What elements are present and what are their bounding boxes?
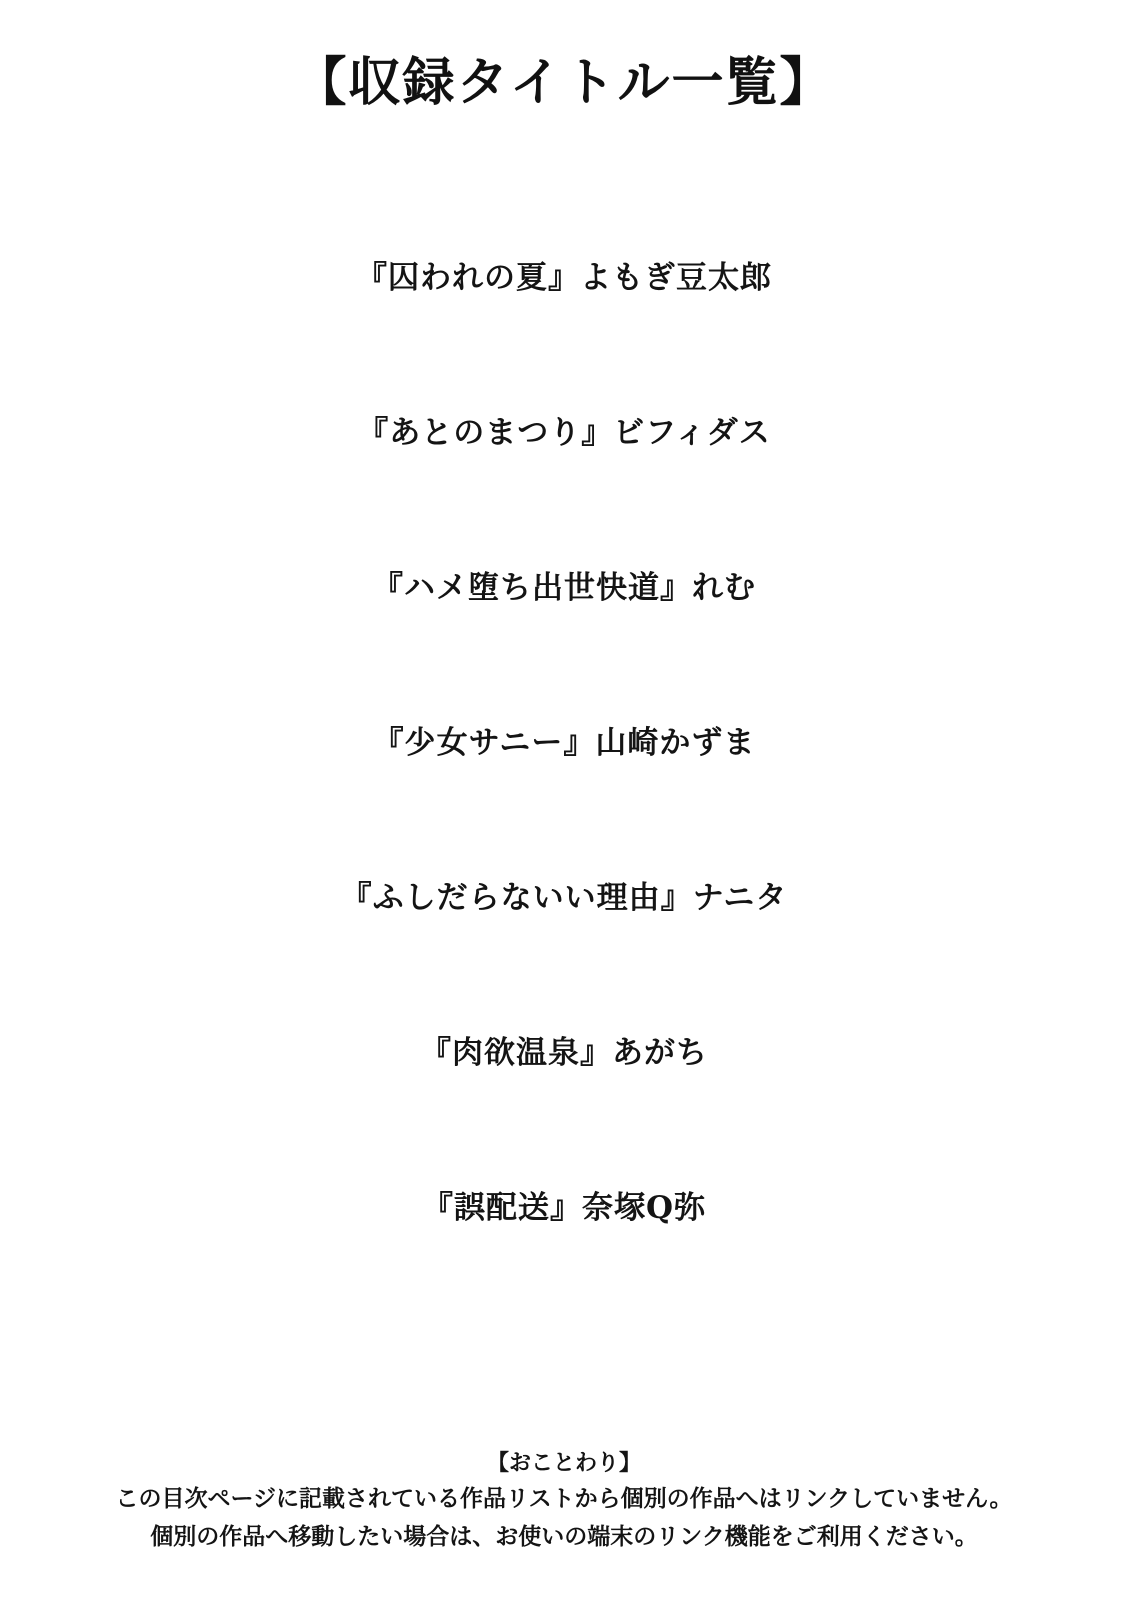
list-item: 『囚われの夏』よもぎ豆太郎 bbox=[356, 260, 772, 297]
list-item: 『ふしだらないい理由』ナニタ bbox=[340, 880, 788, 917]
list-item: 『ハメ堕ち出世快道』れむ bbox=[372, 570, 756, 607]
notice-block bbox=[0, 1447, 1128, 1556]
page-title: 【収録タイトル一覧】 bbox=[294, 52, 834, 113]
title-list bbox=[0, 257, 1128, 1342]
notice-line-1: この目次ページに記載されている作品リストから個別の作品へはリンクしていません。 bbox=[115, 1485, 1013, 1513]
list-item: 『誤配送』奈塚Q弥 bbox=[421, 1190, 706, 1227]
notice-line-2: 個別の作品へ移動したい場合は、お使いの端末のリンク機能をご利用ください。 bbox=[150, 1523, 978, 1551]
list-item: 『少女サニー』山崎かずま bbox=[372, 725, 756, 762]
list-item: 『肉欲温泉』あがち bbox=[420, 1035, 708, 1072]
list-item: 『あとのまつり』ビフィダス bbox=[357, 415, 771, 452]
notice-heading: 【おことわり】 bbox=[486, 1450, 641, 1477]
